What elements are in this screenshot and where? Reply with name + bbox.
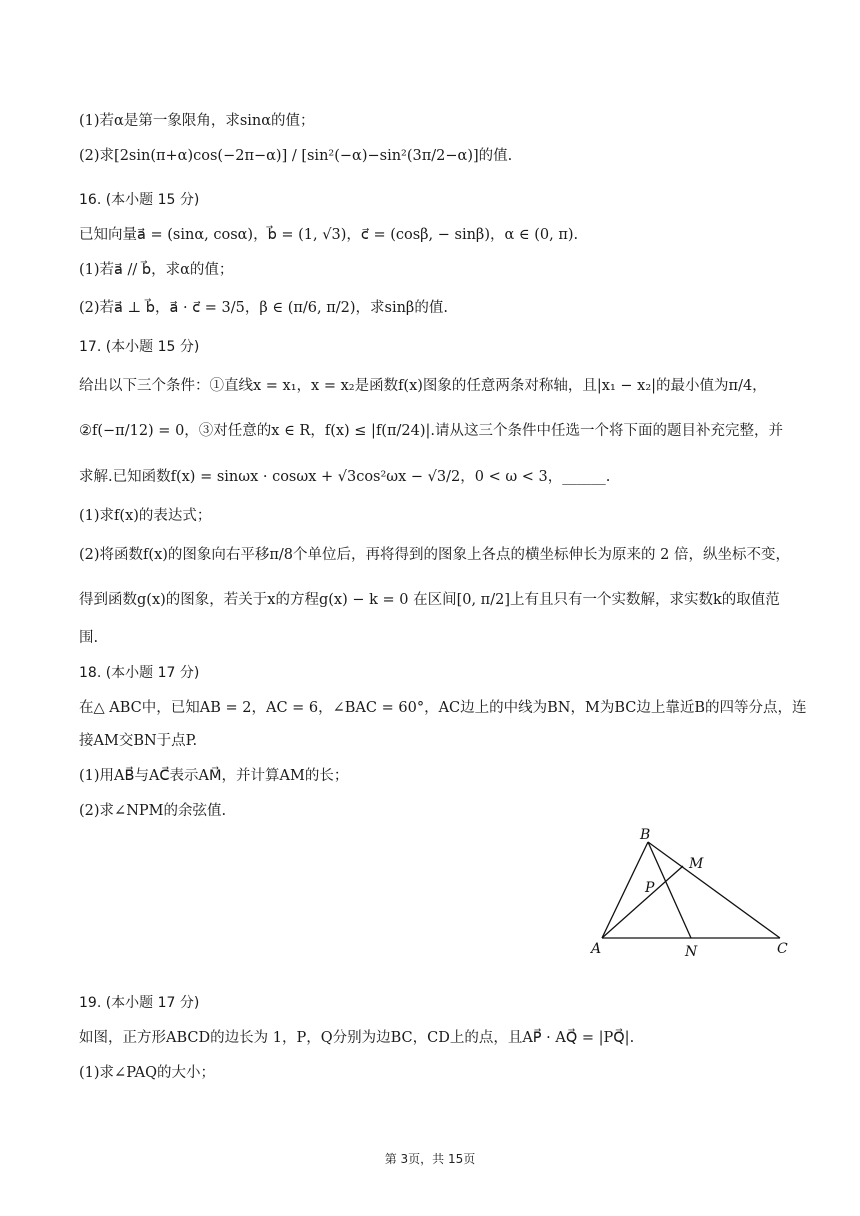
segment-bc bbox=[648, 842, 780, 938]
q16-stem: 已知向量a⃗ = (sinα, cosα)，b⃗ = (1, √3)，c⃗ = (cosβ, − sinβ)，α ∈ (0, π). bbox=[79, 227, 579, 243]
label-c: C bbox=[777, 941, 788, 957]
q19-part1: (1)求∠PAQ的大小； bbox=[79, 1065, 215, 1081]
q18-part2: (2)求∠NPM的余弦值. bbox=[79, 803, 227, 819]
q18-part1: (1)用AB⃗与AC⃗表示AM⃗，并计算AM的长； bbox=[79, 768, 349, 784]
q18-stem-line1: 在△ ABC中，已知AB = 2，AC = 6，∠BAC = 60°，AC边上的中线为BN，M为BC边上靠近B的四等分点，连 bbox=[79, 700, 807, 716]
label-a: A bbox=[591, 941, 602, 957]
q16-part2: (2)若a⃗ ⊥ b⃗，a⃗ · c⃗ = 3/5，β ∈ (π/6, π/2)，求sinβ的值. bbox=[79, 300, 448, 316]
q16-heading: 16. (本小题 15 分) bbox=[79, 192, 200, 208]
q18-stem-line2: 接AM交BN于点P. bbox=[79, 733, 198, 749]
q17-part2-line1: (2)将函数f(x)的图象向右平移π/8个单位后，再将得到的图象上各点的横坐标伸长为原来的 2 倍，纵坐标不变， bbox=[79, 547, 790, 563]
segment-am bbox=[602, 866, 683, 938]
triangle-figure bbox=[585, 822, 795, 962]
q17-stem-line3: 求解.已知函数f(x) = sinωx · cosωx + √3cos²ωx − √3/2，0 < ω < 3，______. bbox=[79, 469, 611, 485]
q19-stem: 如图，正方形ABCD的边长为 1，P，Q分别为边BC，CD上的点，且AP⃗ · AQ⃗ = |PQ⃗|. bbox=[79, 1030, 635, 1046]
q17-part1: (1)求f(x)的表达式； bbox=[79, 508, 212, 524]
q19-heading: 19. (本小题 17 分) bbox=[79, 995, 200, 1011]
q17-stem-line1: 给出以下三个条件：①直线x = x₁，x = x₂是函数f(x)图象的任意两条对称轴，且|x₁ − x₂|的最小值为π/4， bbox=[79, 378, 767, 394]
label-n: N bbox=[685, 944, 698, 960]
page-footer: 第 3页，共 15页 bbox=[384, 1152, 476, 1166]
segment-ab bbox=[602, 842, 648, 938]
q17-part2-line3: 围. bbox=[79, 630, 99, 646]
label-p: P bbox=[645, 880, 655, 896]
q18-heading: 18. (本小题 17 分) bbox=[79, 665, 200, 681]
q17-stem-line2: ②f(−π/12) = 0，③对任意的x ∈ R，f(x) ≤ |f(π/24)|.请从这三个条件中任选一个将下面的题目补充完整，并 bbox=[79, 423, 783, 439]
q17-heading: 17. (本小题 15 分) bbox=[79, 339, 200, 355]
q15-part1: (1)若α是第一象限角，求sinα的值； bbox=[79, 113, 315, 129]
q16-part1: (1)若a⃗ // b⃗，求α的值； bbox=[79, 262, 234, 278]
q15-part2: (2)求[2sin(π+α)cos(−2π−α)] / [sin²(−α)−sin²(3π/2−α)]的值. bbox=[79, 148, 513, 164]
segment-bn bbox=[648, 842, 691, 938]
label-m: M bbox=[689, 856, 704, 872]
label-b: B bbox=[640, 827, 651, 843]
q17-part2-line2: 得到函数g(x)的图象，若关于x的方程g(x) − k = 0 在区间[0, π/2]上有且只有一个实数解，求实数k的取值范 bbox=[79, 592, 780, 608]
